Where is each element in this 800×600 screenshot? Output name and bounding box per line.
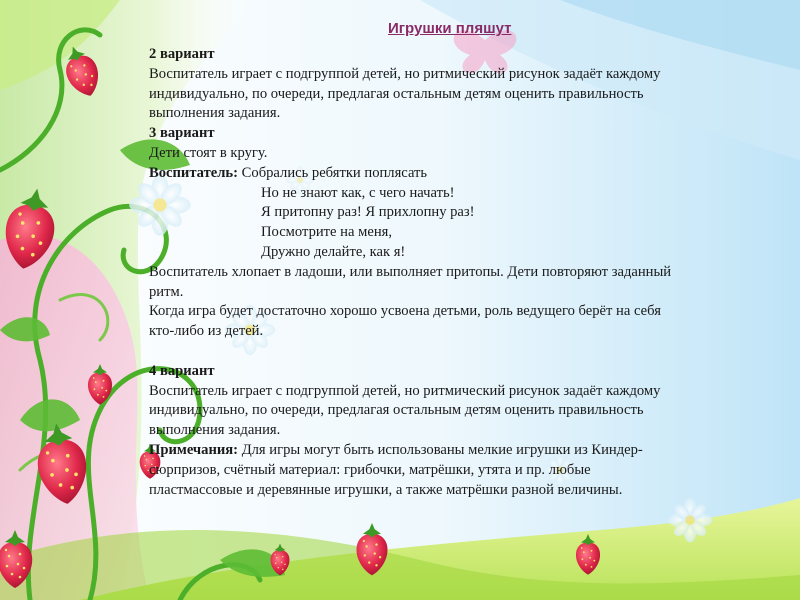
slide-body	[149, 45, 789, 500]
notes-line: пластмассовые и деревянные игрушки, а также матрёшки разной величины.	[149, 481, 623, 498]
verse-line: Дружно делайте, как я!	[261, 243, 406, 260]
slide-title: Игрушки пляшут	[388, 20, 512, 37]
notes-line: сюрпризов, счётный материал: грибочки, матрёшки, утята и пр. любые	[149, 461, 591, 478]
variant3-after-line: ритм.	[149, 283, 184, 300]
verse-line: Я притопну раз! Я прихлопну раз!	[261, 204, 475, 221]
variant2-line: Воспитатель играет с подгруппой детей, но ритмический рисунок задаёт каждому	[149, 65, 661, 82]
paragraph-gap	[149, 342, 789, 362]
variant3-line: Дети стоят в кругу.	[149, 144, 268, 161]
variant2-heading: 2 вариант	[149, 46, 215, 62]
variant2-line: выполнения задания.	[149, 105, 281, 122]
variant3-after-line: Когда игра будет достаточно хорошо усвоена детьми, роль ведущего берёт на себя	[149, 303, 661, 320]
variant4-heading: 4 вариант	[149, 362, 215, 379]
variant2-line: индивидуально, по очереди, предлагая остальным детям оценить правильность	[149, 85, 644, 102]
verse-line: Посмотрите на меня,	[261, 224, 393, 241]
verse-first-line	[149, 164, 789, 184]
variant3-heading: 3 вариант	[149, 125, 215, 142]
verse-line: Но не знают как, с чего начать!	[261, 184, 455, 201]
verse-line: Собрались ребятки поплясать	[241, 164, 428, 181]
speaker-label: Воспитатель:	[149, 164, 239, 181]
variant3-after-line: Воспитатель хлопает в ладоши, или выполняет притопы. Дети повторяют заданный	[149, 263, 672, 280]
variant3-after-line: кто-либо из детей.	[149, 323, 264, 340]
variant4-line: индивидуально, по очереди, предлагая остальным детям оценить правильность	[149, 402, 644, 419]
notes-label: Примечания:	[149, 441, 239, 458]
variant4-line: выполнения задания.	[149, 422, 281, 439]
notes-line: Для игры могут быть использованы мелкие игрушки из Киндер-	[241, 441, 643, 458]
variant4-line: Воспитатель играет с подгруппой детей, но ритмический рисунок задаёт каждому	[149, 382, 661, 399]
notes-first-line	[149, 441, 789, 461]
